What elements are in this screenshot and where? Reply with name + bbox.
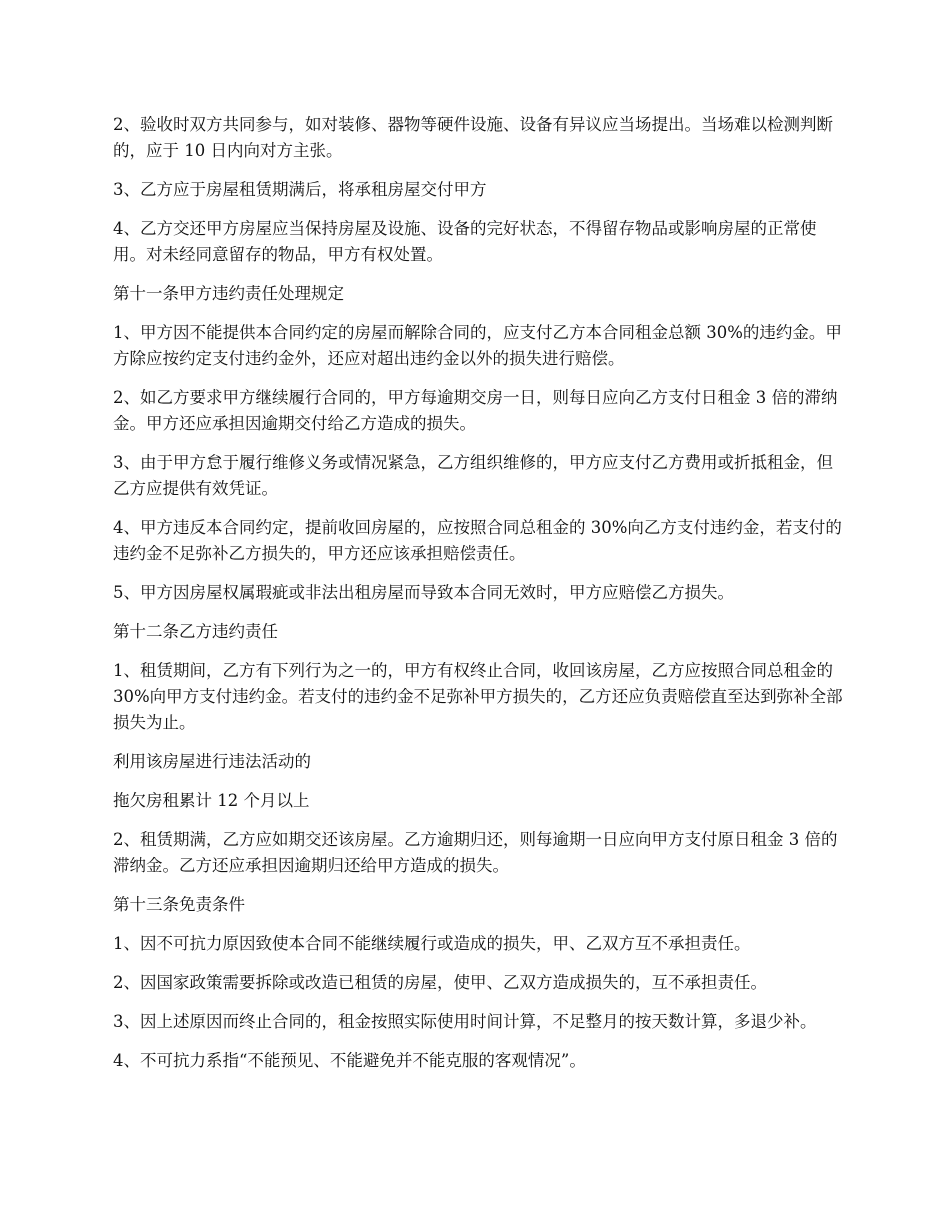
section-heading: 第十二条乙方违约责任 xyxy=(113,622,278,641)
clause-paragraph: 3、乙方应于房屋租赁期满后，将承租房屋交付甲方 xyxy=(113,180,487,199)
clause-paragraph: 2、因国家政策需要拆除或改造已租赁的房屋，使甲、乙双方造成损失的，互不承担责任。 xyxy=(113,973,767,992)
clause-paragraph: 5、甲方因房屋权属瑕疵或非法出租房屋而导致本合同无效时，甲方应赔偿乙方损失。 xyxy=(113,583,734,602)
clause-paragraph: 利用该房屋进行违法活动的 xyxy=(113,752,311,771)
section-heading: 第十一条甲方违约责任处理规定 xyxy=(113,284,344,303)
clause-paragraph: 2、如乙方要求甲方继续履行合同的，甲方每逾期交房一日，则每日应向乙方支付日租金 3 倍的滞纳金。甲方还应承担因逾期交付给乙方造成的损失。 xyxy=(113,388,838,433)
clause-paragraph: 3、由于甲方怠于履行维修义务或情况紧急，乙方组织维修的，甲方应支付乙方费用或折抵租金，但乙方应提供有效凭证。 xyxy=(113,453,833,498)
clause-paragraph: 1、因不可抗力原因致使本合同不能继续履行或造成的损失，甲、乙双方互不承担责任。 xyxy=(113,934,751,953)
clause-paragraph: 1、租赁期间，乙方有下列行为之一的，甲方有权终止合同，收回该房屋，乙方应按照合同总租金的 30%向甲方支付违约金。若支付的违约金不足弥补甲方损失的，乙方还应负责赔偿直至达到弥补全部损失为止。 xyxy=(113,661,843,732)
clause-paragraph: 4、乙方交还甲方房屋应当保持房屋及设施、设备的完好状态，不得留存物品或影响房屋的正常使用。对未经同意留存的物品，甲方有权处置。 xyxy=(113,219,817,264)
clause-paragraph: 4、不可抗力系指“不能预见、不能避免并不能克服的客观情况”。 xyxy=(113,1051,586,1070)
clause-paragraph: 3、因上述原因而终止合同的，租金按照实际使用时间计算，不足整月的按天数计算，多退少补。 xyxy=(113,1012,817,1031)
clause-paragraph: 4、甲方违反本合同约定，提前收回房屋的，应按照合同总租金的 30%向乙方支付违约金，若支付的违约金不足弥补乙方损失的，甲方还应该承担赔偿责任。 xyxy=(113,518,842,563)
clause-paragraph: 2、租赁期满，乙方应如期交还该房屋。乙方逾期归还，则每逾期一日应向甲方支付原日租金 3 倍的滞纳金。乙方还应承担因逾期归还给甲方造成的损失。 xyxy=(113,830,838,875)
clause-paragraph: 2、验收时双方共同参与，如对装修、器物等硬件设施、设备有异议应当场提出。当场难以检测判断的，应于 10 日内向对方主张。 xyxy=(113,115,833,160)
clause-paragraph: 拖欠房租累计 12 个月以上 xyxy=(113,791,310,810)
document-body xyxy=(113,112,848,1087)
section-heading: 第十三条免责条件 xyxy=(113,895,245,914)
clause-paragraph: 1、甲方因不能提供本合同约定的房屋而解除合同的，应支付乙方本合同租金总额 30%的违约金。甲方除应按约定支付违约金外，还应对超出违约金以外的损失进行赔偿。 xyxy=(113,323,842,368)
